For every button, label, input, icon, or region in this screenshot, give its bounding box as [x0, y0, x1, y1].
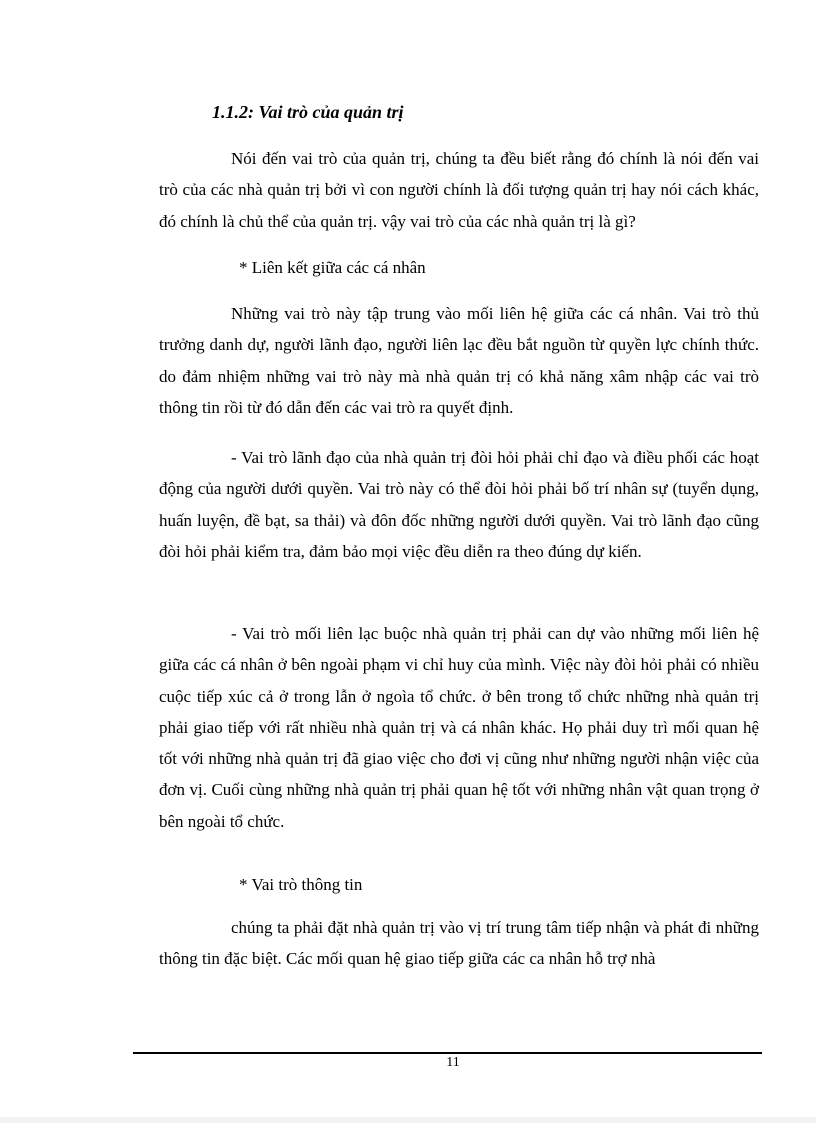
section-heading: 1.1.2: Vai trò của quản trị [212, 102, 404, 122]
interpersonal-paragraph: Những vai trò này tập trung vào mối liên hệ giữa các cá nhân. Vai trò thủ trưởng danh dự, người lãnh đạo, người liên lạc đều bắt nguồn từ quyền lực chính thức. do đảm nhiệm những vai trò này mà nhà quản trị có khả năng xâm nhập các vai trò thông tin rồi từ đó dẫn đến các vai trò ra quyết định. [159, 304, 759, 417]
page-bottom-edge [0, 1117, 816, 1123]
information-paragraph: chúng ta phải đặt nhà quản trị vào vị trí trung tâm tiếp nhận và phát đi những thông tin đặc biệt. Các mối quan hệ giao tiếp giữa các ca nhân hỗ trợ nhà [159, 918, 759, 969]
interpersonal-bullet: * Liên kết giữa các cá nhân [239, 258, 426, 277]
leader-paragraph: - Vai trò lãnh đạo của nhà quản trị đòi hỏi phải chỉ đạo và điều phối các hoạt động của người dưới quyền. Vai trò này có thể đòi hỏi phải bố trí nhân sự (tuyển dụng, huấn luyện, đề bạt, sa thải) và đôn đốc những người dưới quyền. Vai trò lãnh đạo cũng đòi hỏi phải kiểm tra, đảm bảo mọi việc đều diễn ra theo đúng dự kiến. [159, 448, 759, 561]
page-number: 11 [446, 1055, 460, 1070]
intro-paragraph: Nói đến vai trò của quản trị, chúng ta đều biết rằng đó chính là nói đến vai trò của các nhà quản trị bởi vì con người chính là đối tượng quản trị hay nói cách khác, đó chính là chủ thể của quản trị. vậy vai trò của các nhà quản trị là gì? [159, 149, 759, 231]
information-bullet: * Vai trò thông tin [239, 875, 363, 894]
liaison-paragraph: - Vai trò mối liên lạc buộc nhà quản trị phải can dự vào những mối liên hệ giữa các cá nhân ở bên ngoài phạm vi chỉ huy của mình. Việc này đòi hỏi phải có nhiều cuộc tiếp xúc cả ở trong lẫn ở ngoìa tổ chức. ở bên trong tổ chức những nhà quản trị phải giao tiếp với rất nhiều nhà quản trị và cá nhân khác. Họ phải duy trì mối quan hệ tốt với những nhà quản trị đã giao việc cho đơi vị cũng như những người nhận việc của đơn vị. Cuối cùng những nhà quản trị phải quan hệ tốt với những nhân vật quan trọng ở bên ngoài tổ chức. [159, 624, 759, 831]
